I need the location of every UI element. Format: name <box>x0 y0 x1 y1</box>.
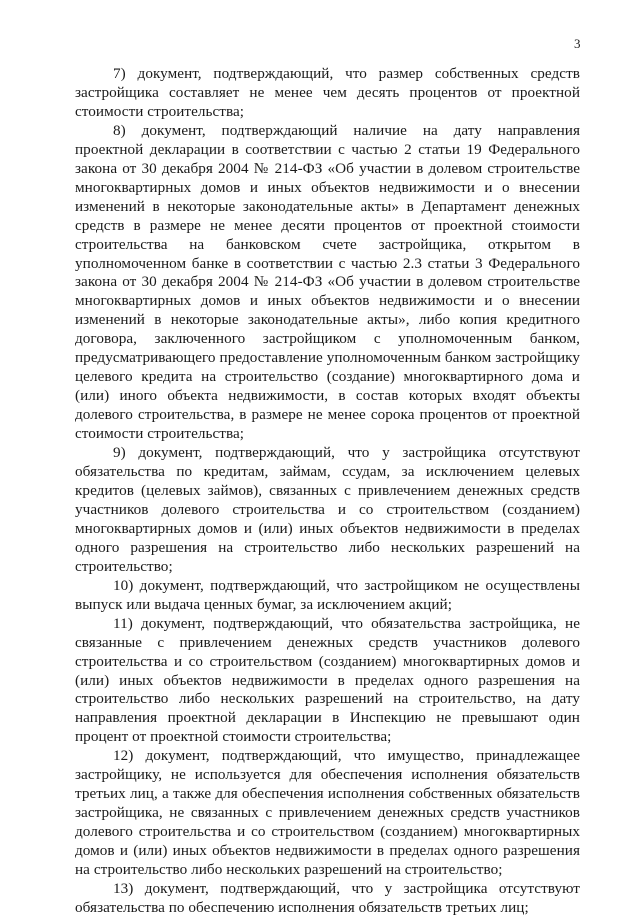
list-item-7: 7) документ, подтверждающий, что размер собственных средств застройщика составляет не менее чем десять процентов от проектной стоимости строительства; <box>75 65 580 120</box>
list-item-13: 13) документ, подтверждающий, что у застройщика отсутствуют обязательства по обеспечению исполнения обязательств третьих лиц; <box>75 879 580 916</box>
page-number: 3 <box>574 36 581 51</box>
list-item-11: 11) документ, подтверждающий, что обязательства застройщика, не связанные с привлечением денежных средств участников долевого строительства и со строительством (созданием) многоквартирных домов и (или) иных объектов недвижимости в пределах одного разрешения на строительство либо нескольких разрешений на строительство, на дату направления проектной декларации в Инспекцию не превышают один процент от проектной стоимости строительства; <box>75 614 580 746</box>
list-item-10: 10) документ, подтверждающий, что застройщиком не осуществлены выпуск или выдача ценных бумаг, за исключением акций; <box>75 576 580 613</box>
list-item-12: 12) документ, подтверждающий, что имущество, принадлежащее застройщику, не используется для обеспечения исполнения обязательств третьих лиц, а также для обеспечения исполнения собственных обязательств застройщика, не связанных с привлечением денежных средств участников долевого строительства и со строительством (созданием) многоквартирных домов и (или) иных объектов недвижимости в пределах одного разрешения на строительство либо нескольких разрешений на строительство; <box>75 747 580 879</box>
document-body <box>75 65 580 918</box>
list-item-9: 9) документ, подтверждающий, что у застройщика отсутствуют обязательства по кредитам, займам, ссудам, за исключением целевых кредитов (целевых займов), связанных с привлечением денежных средств участников долевого строительства и со строительством (созданием) многоквартирных домов и (или) иных объектов недвижимости в пределах одного разрешения на строительство либо нескольких разрешений на строительство; <box>75 444 580 575</box>
list-item-8: 8) документ, подтверждающий наличие на дату направления проектной декларации в соответствии с частью 2 статьи 19 Федерального закона от 30 декабря 2004 № 214-ФЗ «Об участии в долевом строительстве многоквартирных домов и иных объектов недвижимости и о внесении изменений в некоторые законодательные акты» в Департамент денежных средств в размере не менее десяти процентов от проектной стоимости строительства на банковском счете застройщика, открытом в уполномоченном банке в соответствии с частью 2.3 статьи 3 Федерального закона от 30 декабря 2004 № 214-ФЗ «Об участии в долевом строительстве многоквартирных домов и иных объектов недвижимости и о внесении изменений в некоторые законодательные акты», либо копия кредитного договора, заключенного застройщиком с уполномоченным банком, предусматривающего предоставление уполномоченным банком застройщику целевого кредита на строительство (создание) многоквартирного дома и (или) иного объекта недвижимости, в состав которых входят объекты долевого строительства, в размере не менее сорока процентов от проектной стоимости строительства; <box>75 121 580 443</box>
